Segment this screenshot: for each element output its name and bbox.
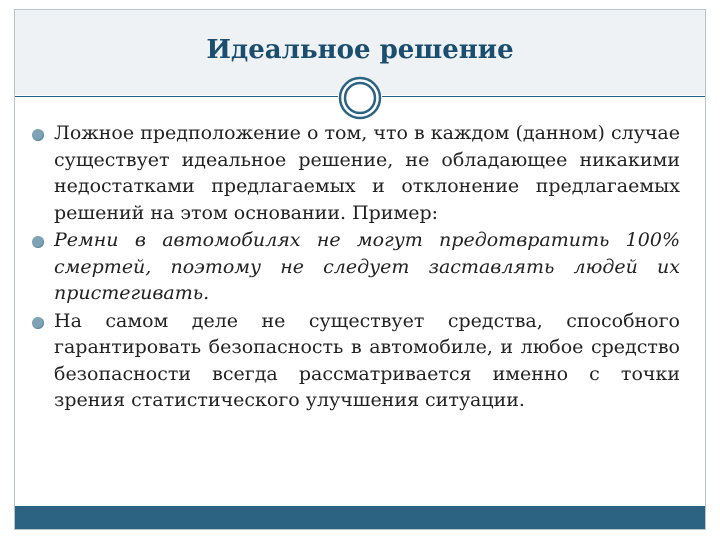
bullet-icon	[32, 236, 44, 248]
bullet-item-1	[30, 120, 680, 226]
bullet-list	[30, 120, 680, 414]
bullet-icon	[32, 129, 44, 141]
bullet-text: Ремни в автомобилях не могут предотвратить 100% смертей, поэтому не следует заставлять людей их пристегивать.	[54, 229, 680, 304]
footer-bar	[15, 506, 705, 529]
title-divider-right	[382, 96, 705, 97]
bullet-icon	[32, 317, 44, 329]
bullet-item-3	[30, 308, 680, 414]
title-divider-left	[15, 96, 338, 97]
slide-title: Идеальное решение	[206, 35, 514, 65]
bullet-text: Ложное предположение о том, что в каждом (данном) случае существует идеальное решение, не обладающее никакими недостатками предлагаемых и отклонение предлагаемых решений на этом основании. Пример:	[54, 122, 680, 224]
circle-ornament-icon	[338, 76, 382, 120]
slide-body	[30, 120, 680, 415]
bullet-item-2	[30, 227, 680, 307]
bullet-text: На самом деле не существует средства, способного гарантировать безопасность в автомобиле, и любое средство безопасности всегда рассматривается именно с точки зрения статистического улучшения ситуации.	[54, 309, 680, 411]
